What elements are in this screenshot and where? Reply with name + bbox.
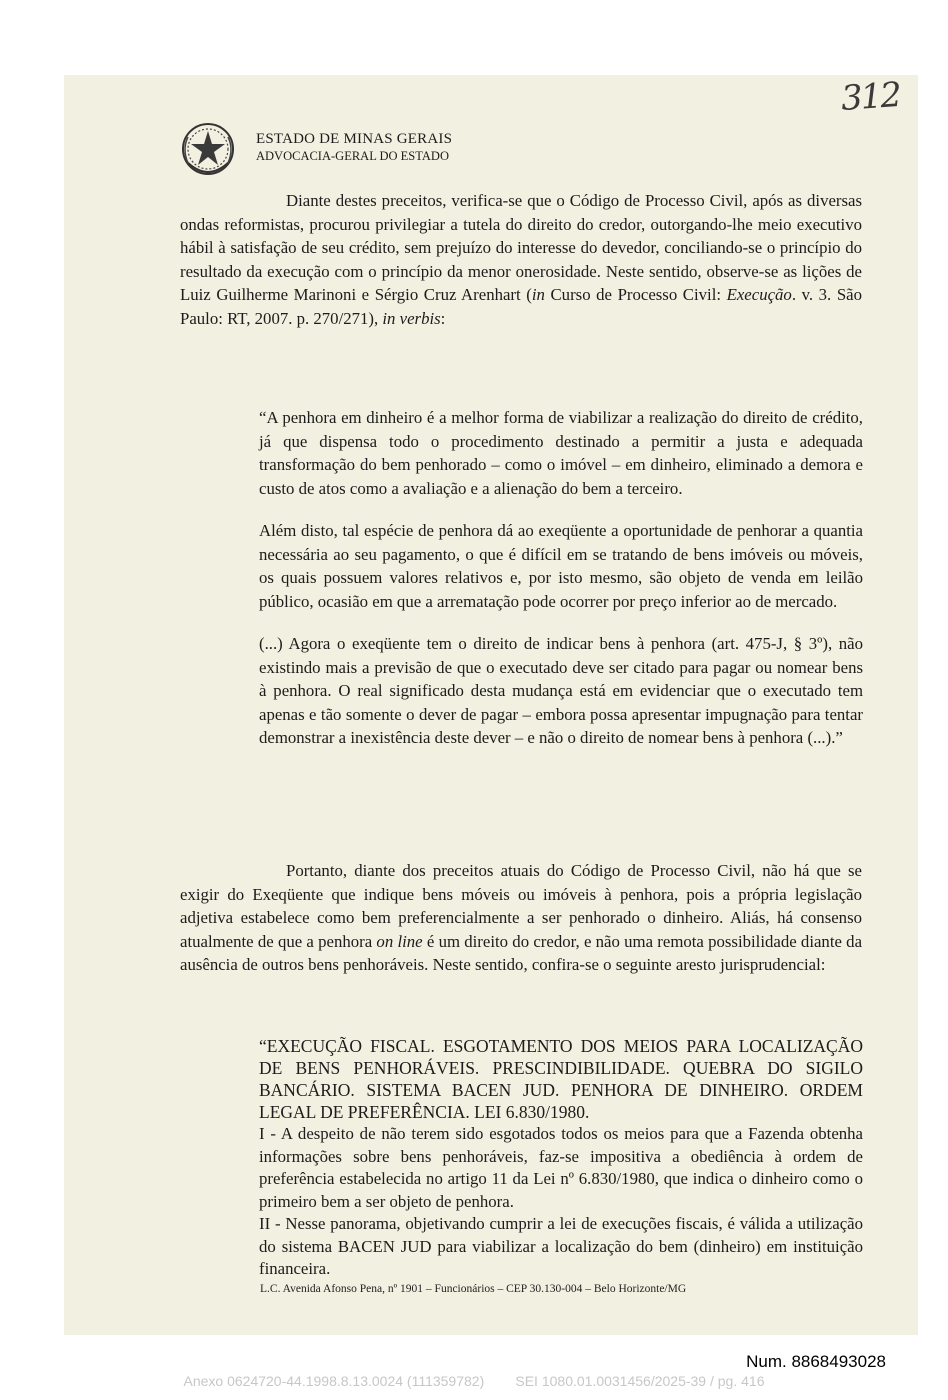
ementa-heading: “EXECUÇÃO FISCAL. ESGOTAMENTO DOS MEIOS PARA LOCALIZAÇÃO DE BENS PENHORÁVEIS. PRESCINDIBILIDADE. QUEBRA DO SIGILO BANCÁRIO. SISTEMA BACEN JUD. PENHORA DE DINHEIRO. ORDEM LEGAL DE PREFERÊNCIA. LEI 6.830/1980. [259,1036,863,1122]
state-name: ESTADO DE MINAS GERAIS [256,131,453,147]
agency-name: ADVOCACIA-GERAL DO ESTADO [256,149,449,163]
quote-paragraph: Além disto, tal espécie de penhora dá ao exeqüente a oportunidade de penhorar a quantia necessária ao seu pagamento, o que é difícil em se tratando de bens imóveis ou móveis, os quais possuem valores relativos e, por isto mesmo, são objeto de venda em leilão público, ocasião em que a arrematação pode ocorrer por preço inferior ao de mercado. [259,521,863,611]
document-page [64,75,918,1335]
body-paragraph-2: Portanto, diante dos preceitos atuais do Código de Processo Civil, não há que se exigir do Exeqüente que indique bens móveis ou imóveis à penhora, pois a própria legislação adjetiva estabelece como bem preferencialmente a ser penhorado o dinheiro. Aliás, há consenso atualmente de que a penhora on line é um direito do credor, e não uma remota possibilidade diante da ausência de outros bens penhoráveis. Neste sentido, confira-se o seguinte aresto jurisprudencial: [180,861,863,974]
letterhead [256,131,452,165]
annex-stamp [0,1373,948,1389]
quote-paragraph: “A penhora em dinheiro é a melhor forma de viabilizar a realização do direito de crédito, já que dispensa todo o procedimento destinado a permitir a justa e adequada transformação do bem penhorado – como o imóvel – em dinheiro, eliminado a demora e custo de atos como a avaliação e a alienação do bem a terceiro. [259,408,863,498]
state-coat-of-arms-icon [180,119,236,179]
block-quote-marinoni [259,406,863,769]
block-quote-jurisprudence [259,1035,863,1281]
body-paragraph-1: Diante destes preceitos, verifica-se que o Código de Processo Civil, após as diversas ondas reformistas, procurou privilegiar a tutela do direito do credor, outorgando-lhe meio executivo hábil à satisfação de seu crédito, sem prejuízo do interesse do devedor, conciliando-se o princípio do resultado da execução com o princípio da menor onerosidade. Neste sentido, observe-se as lições de Luiz Guilherme Marinoni e Sérgio Cruz Arenhart (in Curso de Processo Civil: Execução. v. 3. São Paulo: RT, 2007. p. 270/271), in verbis: [180,191,862,328]
document-number: Num. 8868493028 [746,1352,886,1371]
footer-address: L.C. Avenida Afonso Pena, nº 1901 – Funcionários – CEP 30.130-004 – Belo Horizonte/MG [260,1283,687,1295]
annex-id: Anexo 0624720-44.1998.8.13.0024 (111359782) [183,1373,485,1389]
ementa-item: II - Nesse panorama, objetivando cumprir a lei de execuções fiscais, é válida a utilização do sistema BACEN JUD para viabilizar a localização do bem (dinheiro) em instituição financeira. [259,1214,863,1278]
ementa-item: I - A despeito de não terem sido esgotados todos os meios para que a Fazenda obtenha informações sobre bens penhoráveis, faz-se impositiva a obediência à ordem de preferência estabelecida no artigo 11 da Lei nº 6.830/1980, que indica o dinheiro como o primeiro bem a ser objeto de penhora. [259,1124,863,1211]
quote-paragraph: (...) Agora o exeqüente tem o direito de indicar bens à penhora (art. 475-J, § 3º), não existindo mais a previsão de que o executado deve ser citado para pagar ou nomear bens à penhora. O real significado desta mudança está em evidenciar que o executado tem apenas e tão somente o dever de pagar – embora possa apresentar impugnação para tentar demonstrar a inexistência deste dever – e não o direito de nomear bens à penhora (...).” [259,634,863,747]
handwritten-page-number: 312 [839,74,902,120]
sei-id: SEI 1080.01.0031456/2025-39 / pg. 416 [515,1373,765,1389]
